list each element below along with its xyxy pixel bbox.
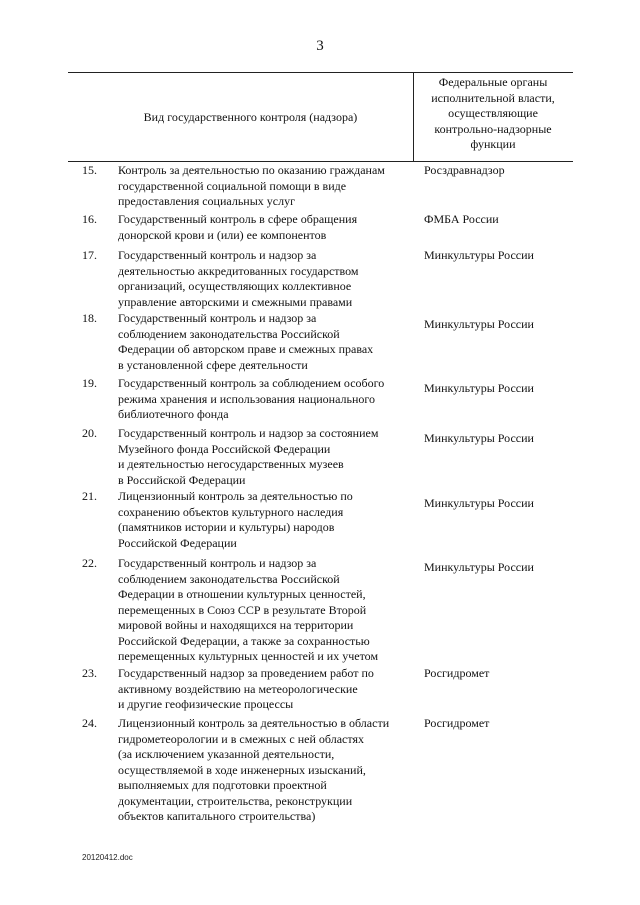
row-description — [118, 556, 418, 665]
row-authority: Минкультуры России — [424, 560, 534, 574]
row-line: Федерации в отношении культурных ценностей, — [118, 587, 366, 601]
row-description — [118, 212, 418, 243]
row-number: 16. — [82, 212, 97, 226]
row-line: (за исключением указанной деятельности, — [118, 747, 335, 761]
header-authorities-line: функции — [470, 137, 516, 151]
row-line: в Российской Федерации — [118, 472, 246, 487]
row-number: 17. — [82, 248, 97, 262]
header-authorities-line: контрольно-надзорные — [434, 121, 552, 136]
row-line: Государственный контроль в сфере обращения — [118, 212, 358, 226]
header-authorities-line: осуществляющие — [448, 106, 538, 120]
row-line: Государственный контроль за соблюдением особого — [118, 376, 385, 390]
row-line: донорской крови и (или) ее компонентов — [118, 227, 327, 242]
row-number: 19. — [82, 376, 97, 390]
row-line: Федерации об авторском праве и смежных правах — [118, 342, 374, 356]
row-description — [118, 163, 418, 210]
row-line: Государственный контроль и надзор за — [118, 311, 317, 325]
row-line: Российской Федерации, а также за сохранностью — [118, 633, 370, 648]
row-number: 18. — [82, 311, 97, 325]
row-number: 22. — [82, 556, 97, 570]
row-line: Государственный контроль и надзор за — [118, 248, 317, 262]
row-line: объектов капитального строительства) — [118, 809, 316, 823]
page-number: 3 — [316, 38, 324, 54]
header-authorities-line: исполнительной власти, — [431, 90, 555, 105]
row-authority: Минкультуры России — [424, 381, 534, 395]
row-authority: Росздравнадзор — [424, 163, 505, 177]
row-description — [118, 716, 418, 825]
row-line: Государственный контроль и надзор за состоянием — [118, 426, 379, 440]
row-line: соблюдением законодательства Российской — [118, 571, 340, 586]
row-authority: Росгидромет — [424, 666, 490, 680]
row-line: гидрометеорологии и в смежных с ней областях — [118, 731, 364, 746]
row-number: 23. — [82, 666, 97, 680]
row-line: библиотечного фонда — [118, 407, 229, 421]
row-line: управление авторскими и смежными правами — [118, 294, 353, 309]
row-description — [118, 666, 418, 713]
row-number: 15. — [82, 163, 97, 177]
row-authority: Росгидромет — [424, 716, 490, 730]
row-line: выполняемых для подготовки проектной — [118, 778, 327, 792]
row-line: Государственный надзор за проведением работ по — [118, 666, 374, 680]
row-line: Музейного фонда Российской Федерации — [118, 441, 331, 456]
row-line: предоставления социальных услуг — [118, 194, 296, 208]
row-authority: Минкультуры России — [424, 248, 534, 262]
row-line: мировой войны и находящихся на территории — [118, 618, 354, 632]
row-number: 24. — [82, 716, 97, 730]
row-line: (памятников истории и культуры) народов — [118, 520, 335, 534]
row-line: перемещенных в Союз ССР в результате Второй — [118, 602, 367, 617]
row-line: перемещенных культурных ценностей и их учетом — [118, 649, 379, 663]
row-line: активному воздействию на метеорологические — [118, 681, 358, 696]
row-line: деятельностью аккредитованных государством — [118, 263, 359, 278]
row-description — [118, 489, 418, 551]
row-authority: ФМБА России — [424, 212, 499, 226]
row-line: организаций, осуществляющих коллективное — [118, 279, 352, 293]
row-description — [118, 426, 418, 488]
row-line: и деятельностью негосударственных музеев — [118, 457, 344, 471]
row-line: осуществляемой в ходе инженерных изысканий, — [118, 762, 366, 777]
row-line: документации, строительства, реконструкции — [118, 793, 353, 808]
row-line: в установленной сфере деятельности — [118, 357, 308, 372]
row-authority: Минкультуры России — [424, 496, 534, 510]
header-control-type: Вид государственного контроля (надзора) — [143, 109, 358, 124]
row-line: соблюдением законодательства Российской — [118, 326, 340, 341]
file-name-footer: 20120412.doc — [82, 853, 133, 862]
row-line: режима хранения и использования национального — [118, 391, 376, 406]
row-line: Контроль за деятельностью по оказанию гражданам — [118, 163, 385, 177]
header-authorities — [413, 75, 573, 153]
row-authority: Минкультуры России — [424, 317, 534, 331]
row-line: Лицензионный контроль за деятельностью по — [118, 489, 353, 503]
table-header — [68, 72, 573, 162]
row-number: 21. — [82, 489, 97, 503]
row-line: государственной социальной помощи в виде — [118, 178, 347, 193]
header-authorities-line: Федеральные органы — [438, 75, 548, 89]
row-line: и другие геофизические процессы — [118, 697, 294, 711]
row-line: Государственный контроль и надзор за — [118, 556, 317, 570]
row-line: Лицензионный контроль за деятельностью в области — [118, 716, 390, 730]
row-description — [118, 376, 418, 423]
row-description — [118, 311, 418, 373]
row-line: сохранению объектов культурного наследия — [118, 504, 344, 519]
row-number: 20. — [82, 426, 97, 440]
row-line: Российской Федерации — [118, 535, 237, 550]
row-description — [118, 248, 418, 310]
row-authority: Минкультуры России — [424, 431, 534, 445]
